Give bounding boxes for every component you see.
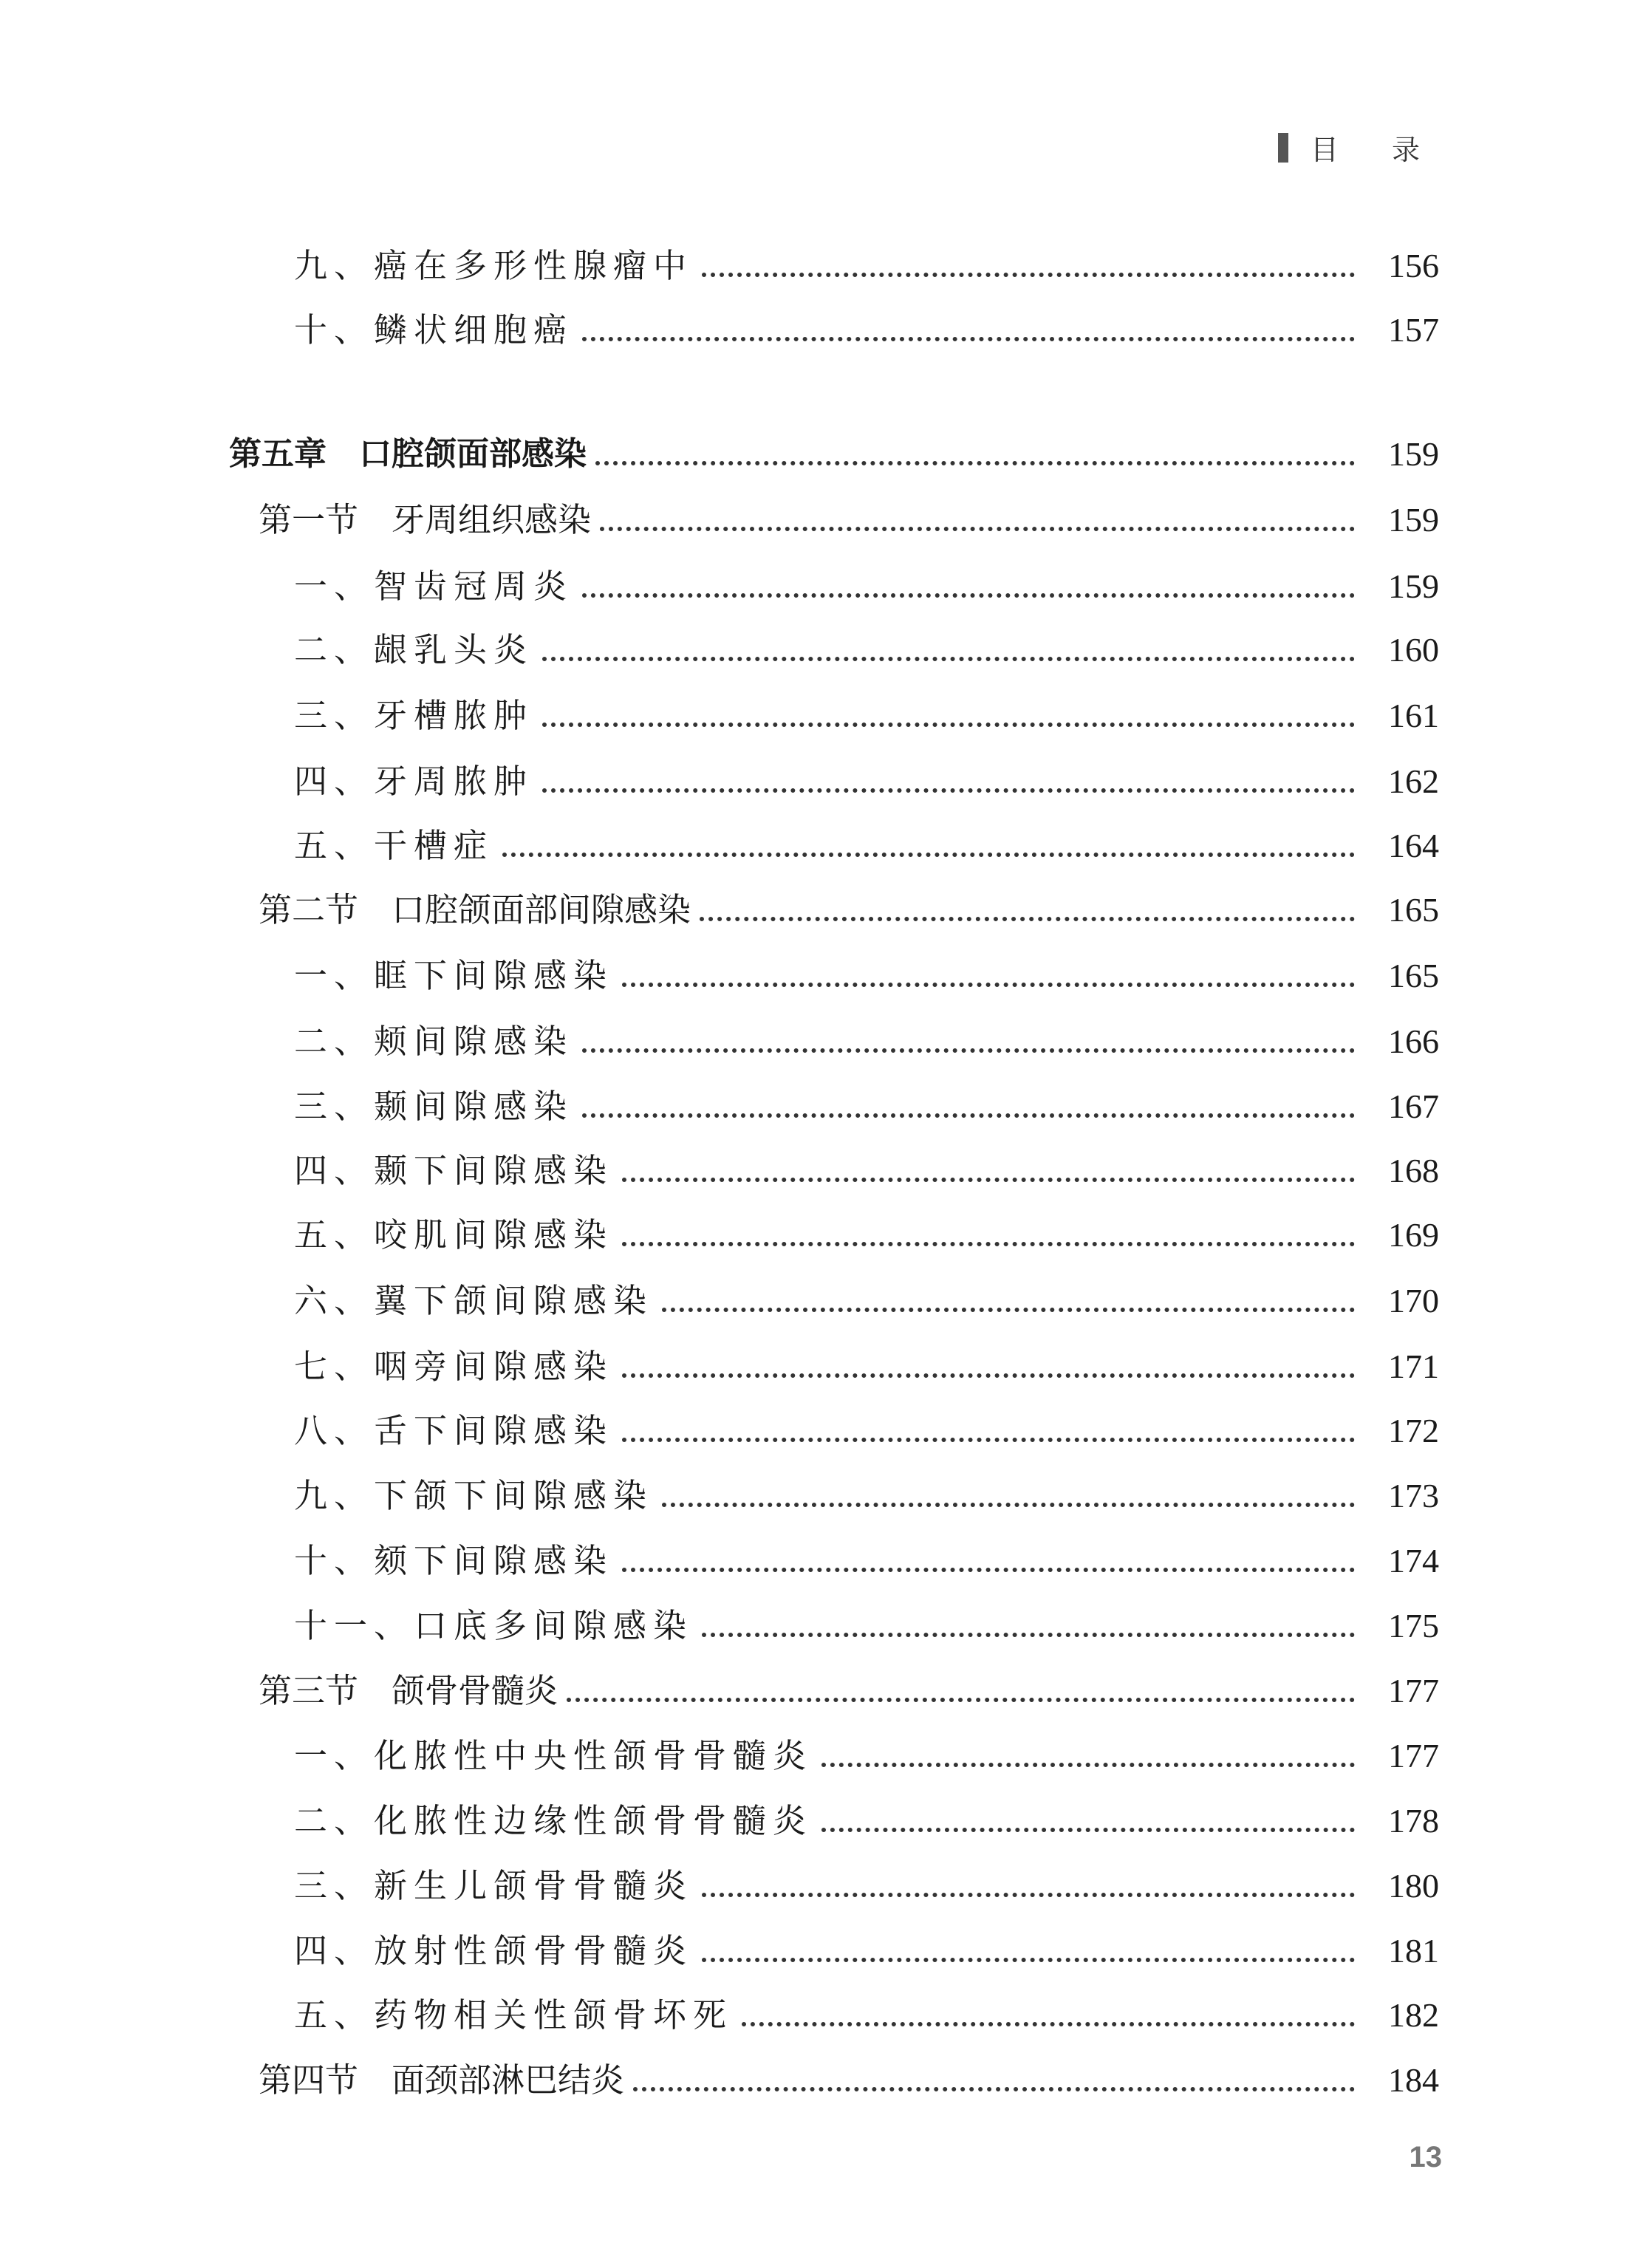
- toc-entry-item: [294, 1734, 1439, 1778]
- toc-entry-item: [294, 564, 1439, 609]
- toc-entry-title: 第二节 口腔颌面部间隙感染: [259, 890, 691, 929]
- dot-leader: [622, 1373, 1355, 1378]
- dot-leader: [622, 983, 1355, 987]
- toc-entry-section: [259, 2058, 1439, 2103]
- toc-entry-section: [259, 888, 1439, 932]
- toc-entry-title: 三、牙槽脓肿: [294, 696, 534, 735]
- dot-leader: [542, 788, 1355, 793]
- dot-leader: [742, 2022, 1355, 2026]
- toc-entry-page: 159: [1388, 501, 1439, 539]
- toc-entry-title: 第五章 口腔颌面部感染: [229, 435, 587, 473]
- toc-entry-page: 156: [1388, 247, 1439, 284]
- toc-entry-item: [294, 1279, 1439, 1323]
- toc-entry-title: 四、放射性颌骨骨髓炎: [294, 1931, 694, 1970]
- toc-entry-title: 十一、口底多间隙感染: [294, 1606, 694, 1645]
- toc-entry-title: 二、龈乳头炎: [294, 630, 534, 669]
- toc-entry-page: 166: [1388, 1022, 1439, 1060]
- toc-entry-item: [294, 759, 1439, 804]
- dot-leader: [582, 593, 1355, 598]
- toc-entry-page: 168: [1388, 1152, 1439, 1189]
- dot-leader: [622, 1178, 1355, 1182]
- dot-leader: [702, 1893, 1355, 1897]
- toc-entry-item: [294, 1019, 1439, 1064]
- toc-entry-title: 三、新生儿颌骨骨髓炎: [294, 1866, 694, 1905]
- dot-leader: [502, 853, 1355, 857]
- toc-entry-section: [259, 1669, 1439, 1713]
- dot-leader: [595, 461, 1355, 465]
- toc-entry-item: [294, 308, 1439, 352]
- dot-leader: [542, 723, 1355, 727]
- toc-entry-page: 178: [1388, 1802, 1439, 1840]
- toc-entry-title: 九、下颌下间隙感染: [294, 1476, 654, 1515]
- toc-entry-title: 四、颞下间隙感染: [294, 1151, 614, 1190]
- dot-leader: [700, 917, 1355, 921]
- dot-leader: [582, 337, 1355, 341]
- toc-entry-page: 184: [1388, 2061, 1439, 2099]
- dot-leader: [702, 1633, 1355, 1637]
- toc-entry-page: 157: [1388, 311, 1439, 349]
- dot-leader: [702, 273, 1355, 277]
- toc-entry-item: [294, 244, 1439, 288]
- toc-entry-item: [294, 1474, 1439, 1518]
- toc-entry-page: 160: [1388, 631, 1439, 669]
- toc-entry-page: 170: [1388, 1282, 1439, 1319]
- toc-entry-title: 一、化脓性中央性颌骨骨髓炎: [294, 1736, 813, 1775]
- dot-leader: [582, 1113, 1355, 1118]
- toc-entry-item: [294, 694, 1439, 738]
- toc-entry-item: [294, 1085, 1439, 1129]
- toc-entry-title: 四、牙周脓肿: [294, 762, 534, 801]
- dot-leader: [542, 657, 1355, 661]
- toc-entry-item: [294, 1409, 1439, 1453]
- dot-leader: [821, 1763, 1355, 1767]
- dot-leader: [600, 527, 1355, 531]
- dot-leader: [582, 1048, 1355, 1053]
- toc-entry-title: 七、咽旁间隙感染: [294, 1347, 614, 1386]
- toc-entry-page: 164: [1388, 827, 1439, 864]
- toc-entry-item: [294, 1149, 1439, 1193]
- dot-leader: [633, 2087, 1355, 2091]
- toc-entry-item: [294, 824, 1439, 868]
- dot-leader: [567, 1698, 1355, 1702]
- toc-entry-item: [294, 1993, 1439, 2038]
- toc-entry-title: 十、颏下间隙感染: [294, 1541, 614, 1580]
- toc-entry-page: 169: [1388, 1216, 1439, 1254]
- toc-entry-item: [294, 954, 1439, 998]
- toc-entry-page: 177: [1388, 1672, 1439, 1709]
- toc-entry-page: 161: [1388, 697, 1439, 734]
- toc-entry-page: 172: [1388, 1412, 1439, 1449]
- dot-leader: [662, 1503, 1355, 1507]
- toc-entry-page: 173: [1388, 1477, 1439, 1514]
- dot-leader: [622, 1568, 1355, 1572]
- toc-entry-title: 十、鳞状细胞癌: [294, 310, 574, 349]
- toc-entry-page: 182: [1388, 1996, 1439, 2034]
- toc-entry-page: 165: [1388, 957, 1439, 994]
- toc-entry-page: 174: [1388, 1542, 1439, 1579]
- toc-entry-item: [294, 1345, 1439, 1389]
- toc-entry-page: 177: [1388, 1737, 1439, 1775]
- toc-entry-page: 171: [1388, 1348, 1439, 1385]
- toc-entry-page: 181: [1388, 1932, 1439, 1970]
- toc-entry-item: [294, 1929, 1439, 1973]
- toc-entry-item: [294, 1864, 1439, 1908]
- header-title: 目 录: [1310, 134, 1442, 166]
- toc-entry-item: [294, 1213, 1439, 1257]
- toc-entry-title: 二、颊间隙感染: [294, 1022, 574, 1061]
- toc-entry-page: 167: [1388, 1087, 1439, 1125]
- toc-entry-page: 159: [1388, 567, 1439, 605]
- toc-entry-title: 八、舌下间隙感染: [294, 1411, 614, 1450]
- toc-entry-item: [294, 628, 1439, 672]
- toc-entry-title: 二、化脓性边缘性颌骨骨髓炎: [294, 1801, 813, 1840]
- dot-leader: [622, 1242, 1355, 1246]
- toc-entry-title: 五、咬肌间隙感染: [294, 1215, 614, 1254]
- toc-entry-title: 六、翼下颌间隙感染: [294, 1281, 654, 1320]
- toc-entry-item: [294, 1539, 1439, 1583]
- toc-entry-title: 第四节 面颈部淋巴结炎: [259, 2060, 625, 2100]
- toc-entry-page: 165: [1388, 891, 1439, 929]
- toc-entry-title: 九、癌在多形性腺瘤中: [294, 246, 694, 285]
- toc-entry-title: 第三节 颌骨骨髓炎: [259, 1671, 558, 1710]
- toc-entry-title: 五、干槽症: [294, 826, 494, 865]
- dot-leader: [622, 1438, 1355, 1442]
- dot-leader: [702, 1958, 1355, 1962]
- toc-entry-title: 一、智齿冠周炎: [294, 567, 574, 606]
- page-number: 13: [1409, 2141, 1442, 2173]
- toc-entry-section: [259, 498, 1439, 542]
- toc-entry-page: 162: [1388, 762, 1439, 800]
- toc-entry-title: 三、颞间隙感染: [294, 1087, 574, 1126]
- toc-entry-title: 五、药物相关性颌骨坏死: [294, 1995, 734, 2035]
- toc-entry-item: [294, 1604, 1439, 1648]
- toc-entry-title: 一、眶下间隙感染: [294, 956, 614, 995]
- dot-leader: [821, 1828, 1355, 1832]
- dot-leader: [662, 1308, 1355, 1312]
- toc-entry-page: 175: [1388, 1607, 1439, 1644]
- toc-entry-chapter: [229, 432, 1439, 477]
- toc-entry-item: [294, 1799, 1439, 1843]
- toc-entry-page: 159: [1388, 435, 1439, 473]
- toc-entry-page: 180: [1388, 1867, 1439, 1905]
- toc-entry-title: 第一节 牙周组织感染: [259, 500, 592, 539]
